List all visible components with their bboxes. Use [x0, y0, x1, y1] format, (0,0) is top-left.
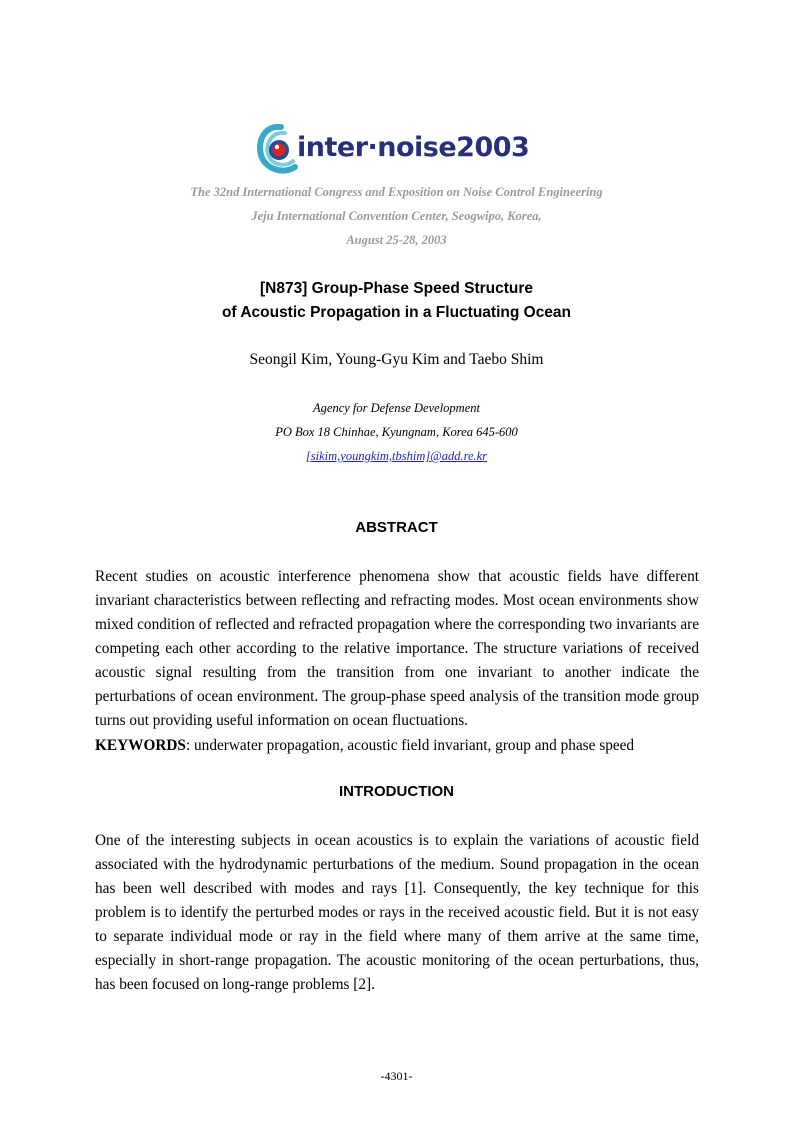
author-list: Seongil Kim, Young-Gyu Kim and Taebo Shim — [249, 351, 544, 368]
conference-name: The 32nd International Congress and Exposition on Noise Control Engineering — [190, 185, 603, 199]
paper-title-line-1: [N873] Group-Phase Speed Structure — [259, 280, 534, 297]
introduction-heading: INTRODUCTION — [339, 783, 454, 800]
affiliation-address: PO Box 18 Chinhae, Kyungnam, Korea 645-600 — [275, 425, 518, 439]
introduction-text: One of the interesting subjects in ocean acoustics is to explain the variations of acoustic field associated with the hydrodynamic perturbations of the medium. Sound propagation in the ocean has been well described with modes and rays [1]. Consequently, the key technique for this problem is to identify the perturbed modes or rays in the received acoustic field. But it is not easy to separate individual mode or ray in the field where many of them arrive at the same time, especially in short-range propagation. The acoustic monitoring of the ocean perturbations, thus, has been focused on long-range problems [2]. — [95, 832, 699, 993]
email-link[interactable]: [sikim,youngkim,tbshim]@add.re.kr — [305, 449, 488, 463]
affiliation-organization: Agency for Defense Development — [313, 401, 480, 415]
keywords-label: KEYWORDS — [95, 737, 186, 754]
conference-dates: August 25-28, 2003 — [346, 233, 447, 247]
abstract-text: Recent studies on acoustic interference phenomena show that acoustic fields have different invariant characteristics between reflecting and refracting modes. Most ocean environments show mixed condition of reflected and refracted propagation where the corresponding two invariants are competing each other according to the relative importance. The structure variations of received acoustic signal resulting from the transition from one invariant to another indicate the perturbations of ocean environment. The group-phase speed analysis of the transition mode group turns out providing useful information on ocean fluctuations. — [95, 568, 699, 729]
conference-logo — [255, 121, 545, 177]
conference-venue: Jeju International Convention Center, Seogwipo, Korea, — [251, 209, 542, 223]
logo-wordmark: inter·noise2003 — [297, 132, 530, 163]
page-number: -4301- — [380, 1069, 413, 1083]
affiliation-email-line — [0, 449, 793, 464]
paper-title-line-2: of Acoustic Propagation in a Fluctuating Ocean — [221, 304, 572, 321]
keywords-text: : underwater propagation, acoustic field invariant, group and phase speed — [185, 737, 635, 754]
abstract-heading: ABSTRACT — [355, 519, 438, 536]
keywords-line — [95, 734, 699, 758]
